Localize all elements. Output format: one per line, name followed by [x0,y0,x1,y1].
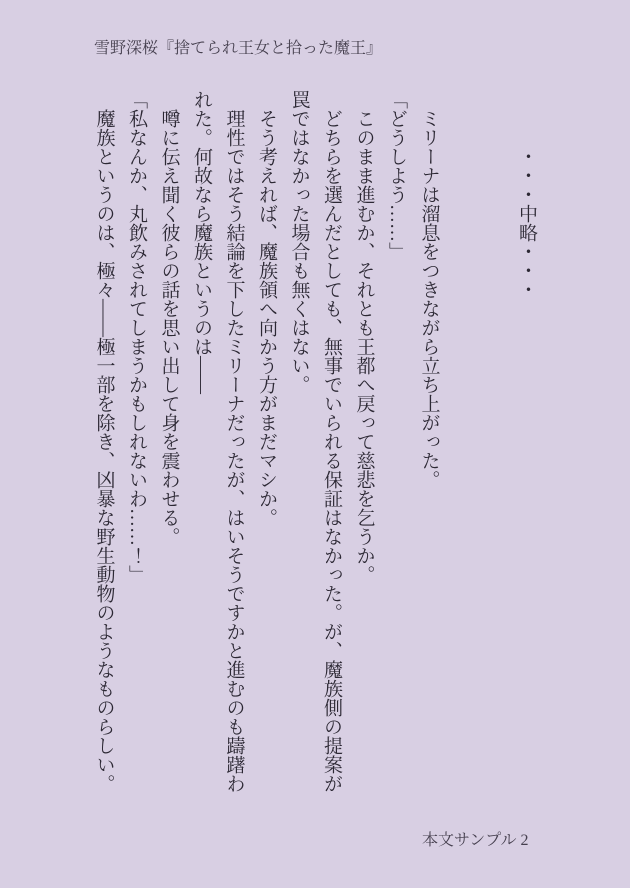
text-line: 「私なんか、丸飲みされてしまうかもしれないわ……！」 [126,90,147,584]
text-line: 理性ではそう結論を下したミリーナだったが、はいそうですかと進むのも躊躇われた。何故なら魔族というのは―― [191,90,245,793]
text-line: 魔族というのは、極々――極一部を除き、凶暴な野生動物のようなものらしい。 [93,90,115,793]
text-line: 「どうしよう……」 [386,90,407,261]
page-label: 本文サンプル 2 [422,832,529,849]
body-text [84,90,542,797]
blank-line [477,90,510,797]
book-credit: 雪野深桜『捨てられ王女と拾った魔王』 [94,40,383,57]
text-line: ミリーナは溜息をつきながら立ち上がった。 [418,90,440,489]
text-line: ・・・中略・・・ [516,90,537,299]
text-line: 噂に伝え聞く彼らの話を思い出して身を震わせる。 [158,90,180,546]
text-line: そう考えれば、魔族領へ向かう方がまだマシか。 [256,90,277,527]
blank-line [445,90,478,797]
text-line: このまま進むか、それとも王都へ戻って慈悲を乞うか。 [353,90,375,584]
text-line: どちらを選んだとしても、無事でいられる保証はなかった。が、魔族側の提案が罠ではなかった場合も無くはない。 [288,90,342,793]
